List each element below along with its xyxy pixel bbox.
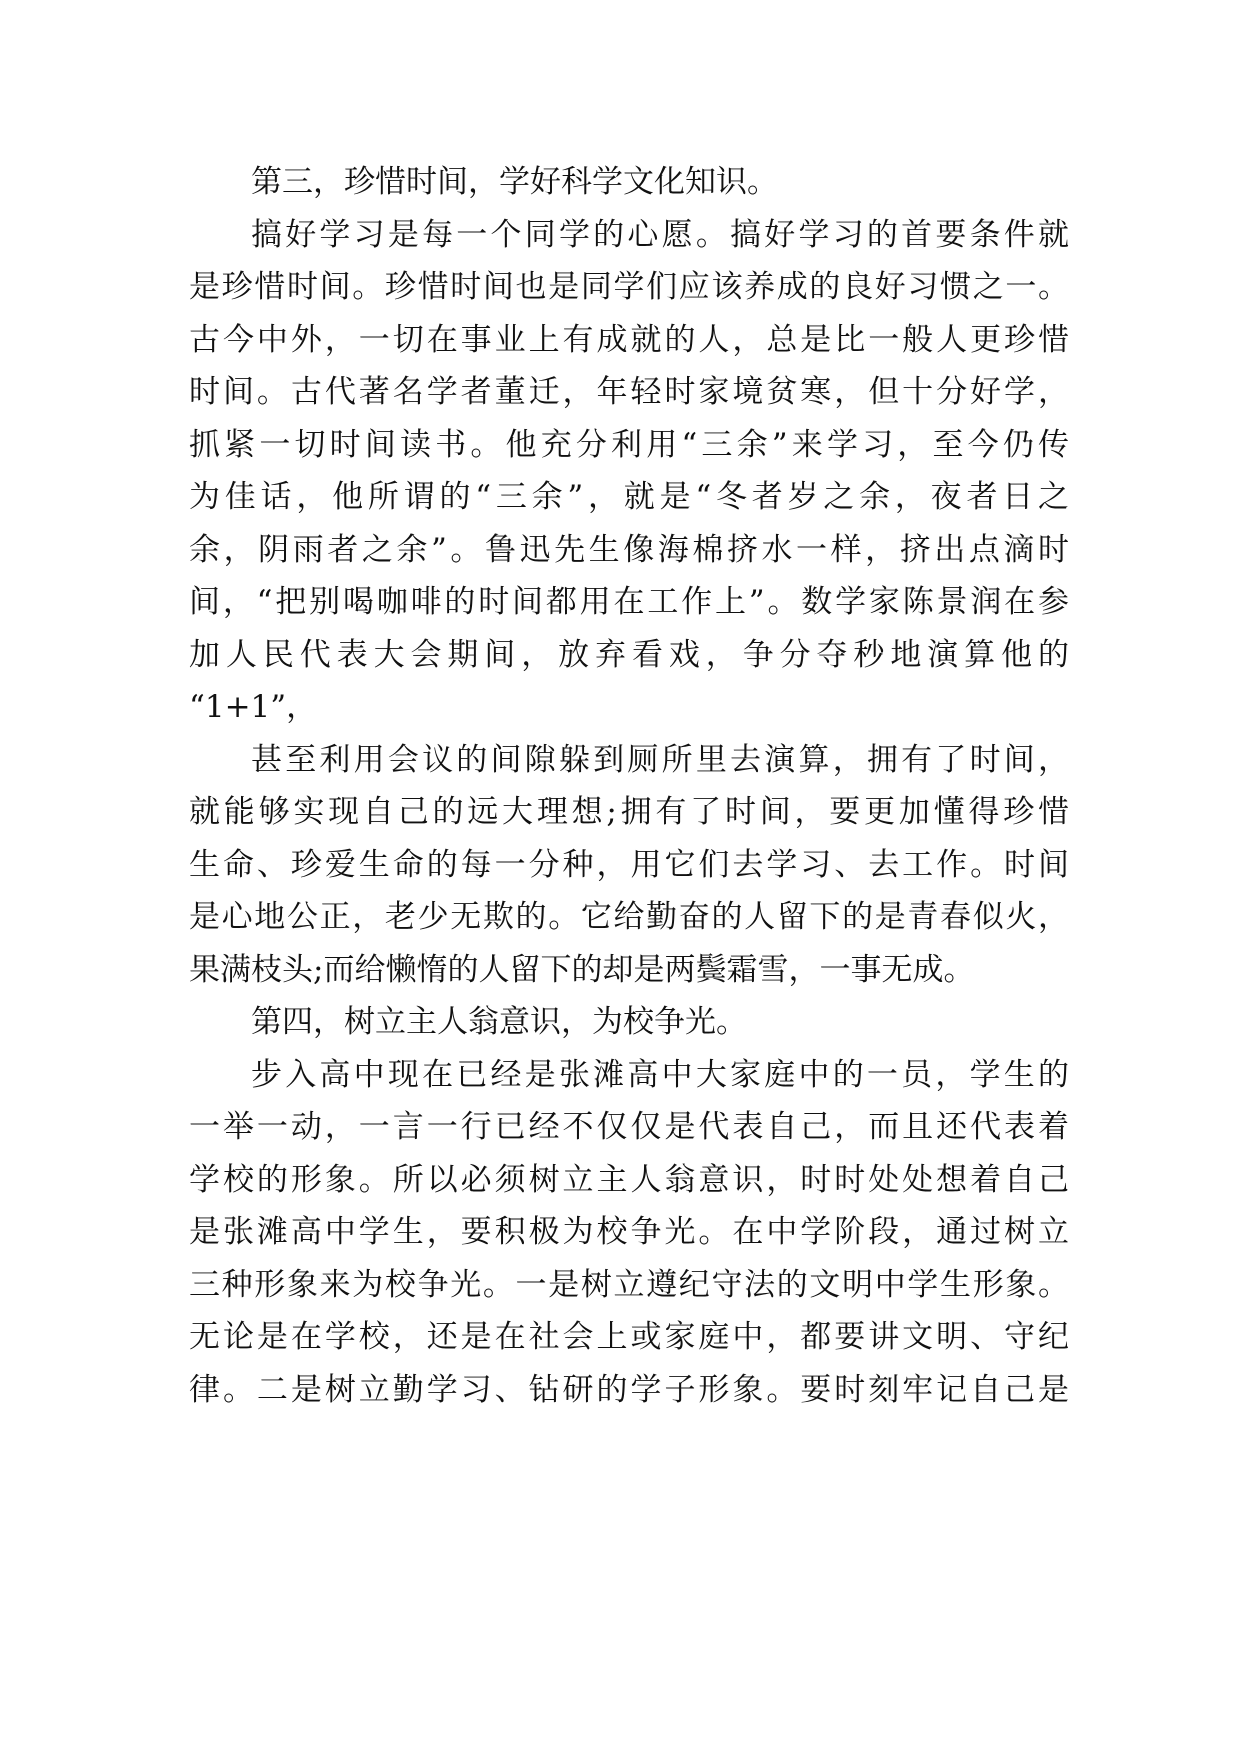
text-line: 为佳话，他所谓的“三余”，就是“冬者岁之余，夜者日之 [189, 479, 1069, 515]
text-line: 三种形象来为校争光。一是树立遵纪守法的文明中学生形象。 [189, 1266, 1069, 1303]
text-line: 就能够实现自己的远大理想;拥有了时间，要更加懂得珍惜 [189, 794, 1069, 830]
text-line: 是心地公正，老少无欺的。它给勤奋的人留下的是青春似火， [189, 899, 1069, 935]
text-line: 步入高中现在已经是张滩高中大家庭中的一员，学生的 [251, 1056, 1069, 1093]
text-line: 甚至利用会议的间隙躲到厕所里去演算，拥有了时间， [251, 741, 1069, 778]
section-heading-three: 第三，珍惜时间，学好科学文化知识。 [251, 164, 778, 200]
text-line: 生命、珍爱生命的每一分种，用它们去学习、去工作。时间 [189, 846, 1069, 883]
document-body [189, 156, 1069, 1416]
text-line: 无论是在学校，还是在社会上或家庭中，都要讲文明、守纪 [189, 1319, 1069, 1355]
text-line: 抓紧一切时间读书。他充分利用“三余”来学习，至今仍传 [189, 426, 1069, 463]
text-line: 果满枝头;而给懒惰的人留下的却是两鬓霜雪，一事无成。 [189, 951, 975, 988]
text-line: 余，阴雨者之余”。鲁迅先生像海棉挤水一样，挤出点滴时 [189, 531, 1069, 568]
text-line: 是珍惜时间。珍惜时间也是同学们应该养成的良好习惯之一。 [189, 269, 1069, 305]
text-line: 律。二是树立勤学习、钻研的学子形象。要时刻牢记自己是 [189, 1371, 1069, 1408]
text-line: 学校的形象。所以必须树立主人翁意识，时时处处想着自己 [189, 1161, 1069, 1198]
text-line: 古今中外，一切在事业上有成就的人，总是比一般人更珍惜 [189, 321, 1069, 358]
text-line: 一举一动，一言一行已经不仅仅是代表自己，而且还代表着 [189, 1109, 1069, 1145]
text-line: 是张滩高中学生，要积极为校争光。在中学阶段，通过树立 [189, 1214, 1069, 1250]
text-line: 加人民代表大会期间，放弃看戏，争分夺秒地演算他的 [189, 636, 1069, 673]
text-line: 间，“把别喝咖啡的时间都用在工作上”。数学家陈景润在参 [189, 584, 1069, 620]
text-line: 时间。古代著名学者董迁，年轻时家境贫寒，但十分好学， [189, 374, 1069, 410]
text-line: 搞好学习是每一个同学的心愿。搞好学习的首要条件就 [251, 216, 1069, 253]
section-heading-four: 第四，树立主人翁意识，为校争光。 [251, 1004, 747, 1040]
text-line: “1+1”， [189, 689, 318, 725]
